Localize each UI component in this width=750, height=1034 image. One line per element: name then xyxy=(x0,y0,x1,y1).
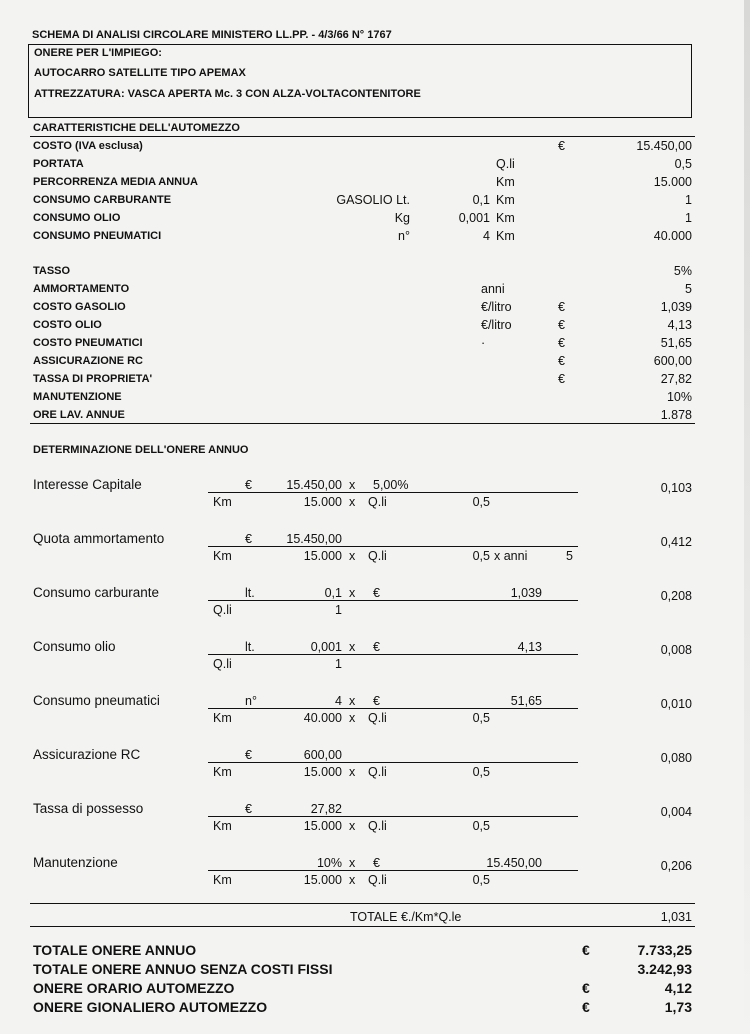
char-unit: Q.li xyxy=(496,157,515,171)
char-unit: Km xyxy=(496,193,515,207)
param-label: TASSA DI PROPRIETA' xyxy=(33,373,153,385)
det-label: Consumo carburante xyxy=(33,585,160,600)
det-den-unit2: Q.li xyxy=(368,765,387,779)
divider xyxy=(30,926,695,927)
det-den-value: 15.000 xyxy=(303,495,342,509)
param-label: ASSICURAZIONE RC xyxy=(33,355,144,367)
det-den-value: 1 xyxy=(335,657,342,671)
det-den-unit: Km xyxy=(213,765,232,779)
det-result: 0,010 xyxy=(660,697,692,711)
det-num-value: 15.450,00 xyxy=(286,532,342,546)
summary-currency: € xyxy=(582,942,590,958)
char-unit: Km xyxy=(496,175,515,189)
det-den-unit: Km xyxy=(213,495,232,509)
det-num-factor: € xyxy=(373,640,380,654)
summary-value: 1,73 xyxy=(664,999,692,1015)
char-unit: Km xyxy=(496,211,515,225)
param-value: 1,039 xyxy=(660,300,692,314)
det-den-op: x xyxy=(349,495,356,509)
param-unit: anni xyxy=(481,282,505,296)
param-label: MANUTENZIONE xyxy=(33,391,122,403)
det-den-unit2: Q.li xyxy=(368,819,387,833)
det-num-op: x xyxy=(349,478,356,492)
summary-label: TOTALE ONERE ANNUO xyxy=(33,942,197,958)
det-num-op: x xyxy=(349,856,356,870)
param-label: AMMORTAMENTO xyxy=(33,283,130,295)
param-currency: € xyxy=(558,372,565,386)
divider xyxy=(30,903,695,904)
det-den-unit: Km xyxy=(213,549,232,563)
summary-value: 4,12 xyxy=(664,980,692,996)
det-label: Tassa di possesso xyxy=(33,801,144,816)
det-num-unit: lt. xyxy=(245,586,255,600)
param-currency: € xyxy=(558,336,565,350)
det-num-factor: € xyxy=(373,586,380,600)
param-value: 4,13 xyxy=(667,318,692,332)
param-label: COSTO GASOLIO xyxy=(33,301,126,313)
param-unit: €/litro xyxy=(481,300,512,314)
det-num-price: 1,039 xyxy=(510,586,542,600)
param-label: COSTO OLIO xyxy=(33,319,102,331)
det-num-price: 51,65 xyxy=(510,694,542,708)
det-num-unit: € xyxy=(245,532,252,546)
det-label: Consumo pneumatici xyxy=(33,693,160,708)
det-num-value: 10% xyxy=(316,856,342,870)
det-den-unit: Km xyxy=(213,819,232,833)
det-den-load: 0,5 xyxy=(472,873,490,887)
det-den-value: 15.000 xyxy=(303,765,342,779)
fraction-line xyxy=(208,708,578,709)
det-num-unit: € xyxy=(245,802,252,816)
char-qty: 4 xyxy=(483,229,490,243)
det-result: 0,008 xyxy=(660,643,692,657)
char-value: 0,5 xyxy=(674,157,692,171)
det-num-factor: € xyxy=(373,856,380,870)
det-result: 0,412 xyxy=(660,535,692,549)
det-den-load: 0,5 xyxy=(472,765,490,779)
summary-label: ONERE GIONALIERO AUTOMEZZO xyxy=(33,999,268,1015)
det-num-unit: n° xyxy=(245,694,257,708)
det-num-value: 27,82 xyxy=(310,802,342,816)
param-value: 1.878 xyxy=(660,408,692,422)
det-den-op: x xyxy=(349,711,356,725)
scan-edge-shadow xyxy=(744,0,750,1034)
char-currency: € xyxy=(558,139,565,153)
fraction-line xyxy=(208,762,578,763)
param-unit: · xyxy=(481,336,486,350)
char-value: 1 xyxy=(685,211,692,225)
det-num-op: x xyxy=(349,694,356,708)
char-value: 15.000 xyxy=(653,175,692,189)
param-value: 5 xyxy=(685,282,692,296)
det-den-unit: Q.li xyxy=(213,657,232,671)
det-den-value: 40.000 xyxy=(303,711,342,725)
summary-currency: € xyxy=(582,980,590,996)
det-num-value: 15.450,00 xyxy=(286,478,342,492)
det-den-unit: Q.li xyxy=(213,603,232,617)
det-num-factor: 5,00% xyxy=(373,478,409,492)
det-label: Assicurazione RC xyxy=(33,747,141,762)
det-num-value: 4 xyxy=(335,694,342,708)
det-result: 0,208 xyxy=(660,589,692,603)
char-unit: Km xyxy=(496,229,515,243)
param-value: 600,00 xyxy=(653,354,692,368)
det-den-load: 0,5 xyxy=(472,819,490,833)
header-box-line3: ATTREZZATURA: VASCA APERTA Mc. 3 CON ALZA-VOLTACONTENITORE xyxy=(34,88,421,100)
det-num-unit: lt. xyxy=(245,640,255,654)
header-box-line1: ONERE PER L'IMPIEGO: xyxy=(34,47,162,59)
det-den-op: x xyxy=(349,549,356,563)
det-den-unit2: Q.li xyxy=(368,873,387,887)
det-result: 0,004 xyxy=(660,805,692,819)
det-result: 0,206 xyxy=(660,859,692,873)
det-label: Quota ammortamento xyxy=(33,531,165,546)
det-num-value: 0,1 xyxy=(324,586,342,600)
det-den-value: 15.000 xyxy=(303,873,342,887)
det-den-unit2: Q.li xyxy=(368,549,387,563)
char-label: CONSUMO OLIO xyxy=(33,212,121,224)
det-den-value: 15.000 xyxy=(303,549,342,563)
char-value: 40.000 xyxy=(653,229,692,243)
det-den-op: x xyxy=(349,873,356,887)
det-num-unit: € xyxy=(245,748,252,762)
det-den-value: 1 xyxy=(335,603,342,617)
det-den-value: 15.000 xyxy=(303,819,342,833)
det-num-price: 4,13 xyxy=(517,640,542,654)
det-den-unit2: Q.li xyxy=(368,711,387,725)
summary-value: 3.242,93 xyxy=(637,961,692,977)
det-label: Manutenzione xyxy=(33,855,118,870)
det-num-price: 15.450,00 xyxy=(486,856,542,870)
char-qty: 0,001 xyxy=(458,211,490,225)
char-label: PORTATA xyxy=(33,158,84,170)
det-den-op: x xyxy=(349,819,356,833)
det-num-op: x xyxy=(349,640,356,654)
det-den-load: 0,5 xyxy=(472,711,490,725)
fraction-line xyxy=(208,546,578,547)
char-label: CONSUMO CARBURANTE xyxy=(33,194,172,206)
fraction-line xyxy=(208,654,578,655)
det-den-unit2: Q.li xyxy=(368,495,387,509)
det-den-op: x xyxy=(349,765,356,779)
param-value: 27,82 xyxy=(660,372,692,386)
char-value: 1 xyxy=(685,193,692,207)
char-sub: n° xyxy=(398,229,410,243)
det-den-load: 0,5 xyxy=(472,495,490,509)
det-den-load: 0,5 xyxy=(472,549,490,563)
param-unit: €/litro xyxy=(481,318,512,332)
char-sub: Kg xyxy=(394,211,410,225)
document-title: SCHEMA DI ANALISI CIRCOLARE MINISTERO LL.PP. - 4/3/66 N° 1767 xyxy=(32,29,392,41)
char-label: CONSUMO PNEUMATICI xyxy=(33,230,162,242)
fraction-line xyxy=(208,492,578,493)
fraction-line xyxy=(208,870,578,871)
char-qty: 0,1 xyxy=(472,193,490,207)
det-num-op: x xyxy=(349,586,356,600)
det-result: 0,080 xyxy=(660,751,692,765)
param-value: 10% xyxy=(666,390,692,404)
param-value: 51,65 xyxy=(660,336,692,350)
param-label: TASSO xyxy=(33,265,71,277)
char-sub: GASOLIO Lt. xyxy=(336,193,410,207)
param-currency: € xyxy=(558,354,565,368)
det-num-value: 600,00 xyxy=(303,748,342,762)
param-currency: € xyxy=(558,300,565,314)
divider xyxy=(30,136,695,137)
fraction-line xyxy=(208,600,578,601)
param-label: ORE LAV. ANNUE xyxy=(33,409,125,421)
param-value: 5% xyxy=(673,264,692,278)
det-label: Consumo olio xyxy=(33,639,116,654)
total-label: TOTALE €./Km*Q.le xyxy=(350,910,462,924)
summary-value: 7.733,25 xyxy=(637,942,692,958)
fraction-line xyxy=(208,816,578,817)
det-label: Interesse Capitale xyxy=(33,477,142,492)
divider xyxy=(30,423,695,424)
char-label: PERCORRENZA MEDIA ANNUA xyxy=(33,176,198,188)
det-den-unit: Km xyxy=(213,711,232,725)
det-num-unit: € xyxy=(245,478,252,492)
header-box-line2: AUTOCARRO SATELLITE TIPO APEMAX xyxy=(34,67,246,79)
param-label: COSTO PNEUMATICI xyxy=(33,337,143,349)
summary-currency: € xyxy=(582,999,590,1015)
char-value: 15.450,00 xyxy=(636,139,692,153)
summary-label: ONERE ORARIO AUTOMEZZO xyxy=(33,980,235,996)
total-value: 1,031 xyxy=(660,910,692,924)
det-num-value: 0,001 xyxy=(310,640,342,654)
section-title-characteristics: CARATTERISTICHE DELL'AUTOMEZZO xyxy=(33,122,240,134)
char-label: COSTO (IVA esclusa) xyxy=(33,140,143,152)
det-den-unit: Km xyxy=(213,873,232,887)
det-result: 0,103 xyxy=(660,481,692,495)
section-title-determination: DETERMINAZIONE DELL'ONERE ANNUO xyxy=(33,444,249,456)
det-den-extra: x anni xyxy=(494,549,528,563)
param-currency: € xyxy=(558,318,565,332)
summary-label: TOTALE ONERE ANNUO SENZA COSTI FISSI xyxy=(33,961,333,977)
det-num-factor: € xyxy=(373,694,380,708)
det-den-years: 5 xyxy=(566,549,573,563)
